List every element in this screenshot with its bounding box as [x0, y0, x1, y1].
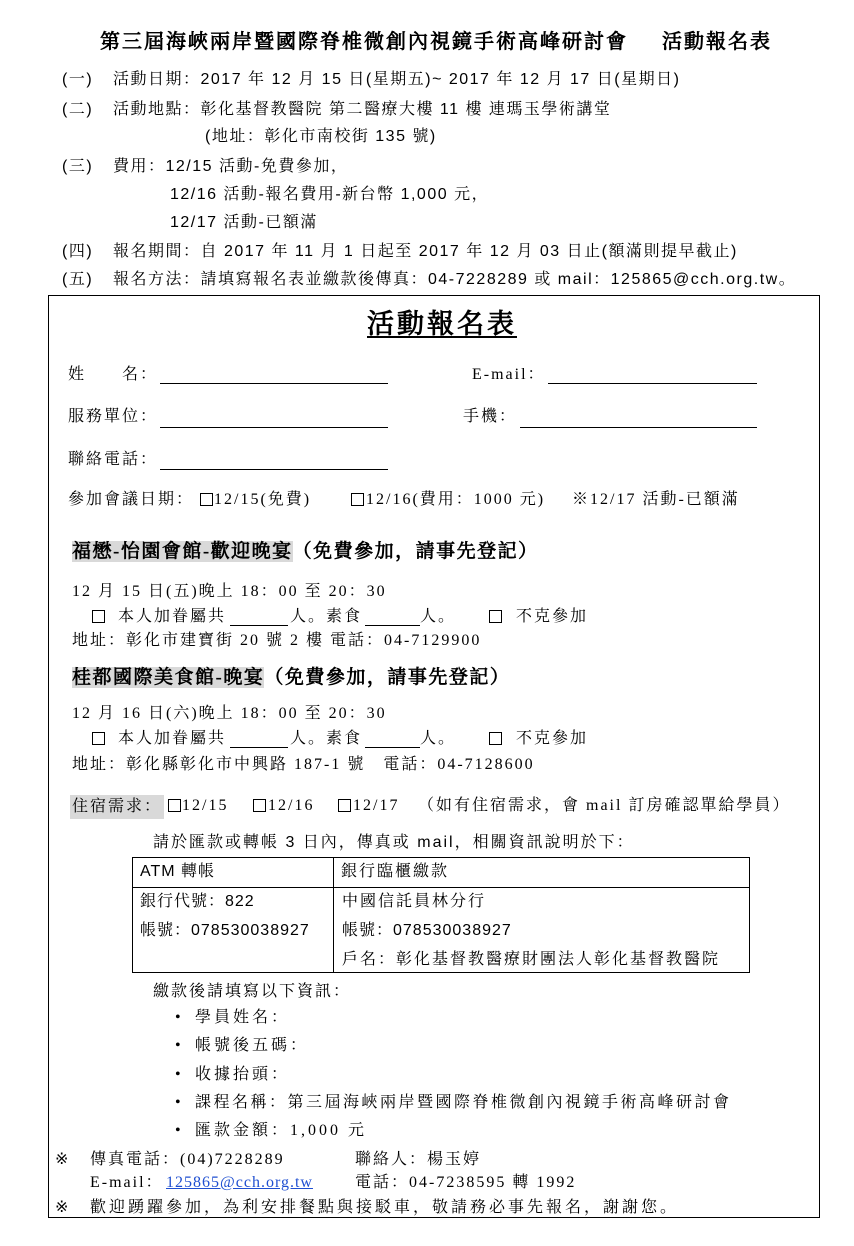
decline-label: 不克參加	[516, 730, 589, 747]
payment-table-column-divider	[333, 857, 334, 973]
reference-mark-icon: ※	[55, 1199, 71, 1216]
name-field[interactable]	[160, 383, 388, 384]
event-date-info: 活動日期：2017 年 12 月 15 日(星期五)~ 2017 年 12 月 17 日(星期日)	[113, 71, 681, 88]
payment-table-header-divider	[132, 887, 750, 888]
date-full-note: ※12/17 活動-已額滿	[572, 491, 740, 508]
info-item-receipt-title: 收據抬頭：	[195, 1066, 291, 1083]
name-label: 姓 名：	[68, 366, 159, 383]
counter-account: 帳號：078530038927	[342, 922, 512, 939]
fee-info: 費用：12/15 活動-免費參加，	[113, 158, 349, 175]
document-title: 第三屆海峽兩岸暨國際脊椎微創內視鏡手術高峰研討會	[100, 31, 628, 53]
checkbox-decline[interactable]	[489, 732, 502, 745]
checkbox-attend[interactable]	[92, 732, 105, 745]
after-payment-intro: 繳款後請填寫以下資訊：	[153, 983, 352, 1000]
contact-person: 聯絡人：楊玉婷	[355, 1151, 482, 1168]
event-time: 12 月 15 日(五)晚上 18：00 至 20：30	[72, 583, 387, 600]
bullet-icon: •	[175, 1094, 183, 1111]
fee-info-line: 12/17 活動-已額滿	[170, 214, 318, 231]
bullet-icon: •	[175, 1066, 183, 1083]
decline-label: 不克參加	[516, 608, 589, 625]
organization-field[interactable]	[160, 427, 388, 428]
reference-mark-icon: ※	[55, 1151, 71, 1168]
info-number: (一)	[62, 71, 94, 88]
document-title-suffix: 活動報名表	[662, 31, 772, 53]
fee-info-line: 12/16 活動-報名費用-新台幣 1,000 元，	[170, 186, 490, 203]
email-field[interactable]	[548, 383, 757, 384]
checkbox-decline[interactable]	[489, 610, 502, 623]
info-number: (五)	[62, 271, 94, 288]
contact-phone: 電話：04-7238595 轉 1992	[355, 1174, 577, 1191]
checkbox-lodging-1216[interactable]	[253, 799, 266, 812]
mobile-label: 手機：	[463, 408, 518, 425]
event-venue-info: 活動地點：彰化基督教醫院 第二醫療大樓 11 樓 連瑪玉學術講堂	[113, 101, 612, 118]
counter-bank: 中國信託員林分行	[342, 893, 487, 910]
info-number: (三)	[62, 158, 94, 175]
event-address: 地址：彰化縣彰化市中興路 187-1 號 電話：04-7128600	[72, 756, 535, 773]
attend-suffix: 人。	[420, 608, 457, 625]
attend-prefix: 本人加眷屬共	[118, 608, 227, 625]
attendance-dates-label: 參加會議日期：	[68, 491, 195, 508]
event-heading	[72, 539, 539, 565]
checkbox-date-1216[interactable]	[351, 493, 364, 506]
event-address: 地址：彰化市建寶街 20 號 2 樓 電話：04-7129900	[72, 632, 482, 649]
email-link[interactable]: 125865@cch.org.tw	[166, 1174, 313, 1191]
attendee-count-field[interactable]	[230, 747, 288, 748]
mobile-field[interactable]	[520, 427, 757, 428]
event-venue-address: (地址：彰化市南校街 135 號)	[205, 128, 437, 145]
checkbox-attend[interactable]	[92, 610, 105, 623]
checkbox-lodging-1215[interactable]	[168, 799, 181, 812]
info-item-amount: 匯款金額：1,000 元	[195, 1122, 368, 1139]
info-number: (二)	[62, 101, 94, 118]
bullet-icon: •	[175, 1037, 183, 1054]
form-heading: 活動報名表	[367, 309, 517, 339]
counter-header: 銀行臨櫃繳款	[341, 863, 450, 880]
attendee-count-field[interactable]	[230, 625, 288, 626]
bullet-icon: •	[175, 1122, 183, 1139]
footer-email-label: E-mail：	[90, 1174, 164, 1191]
info-number: (四)	[62, 243, 94, 260]
attend-suffix: 人。	[420, 730, 457, 747]
registration-period-info: 報名期間：自 2017 年 11 月 1 日起至 2017 年 12 月 03 日止(額滿則提早截止)	[113, 243, 738, 260]
event-venue: 桂都國際美食館-晚宴	[72, 667, 265, 688]
atm-account: 帳號：078530038927	[140, 922, 310, 939]
counter-holder: 戶名：彰化基督教醫療財團法人彰化基督教醫院	[342, 951, 721, 968]
info-item-course-name: 課程名稱：第三屆海峽兩岸暨國際脊椎微創內視鏡手術高峰研討會	[195, 1094, 732, 1111]
event-heading	[72, 665, 510, 691]
atm-header: ATM 轉帳	[140, 863, 216, 880]
lodging-label: 住宿需求：	[70, 795, 164, 819]
attend-mid: 人。素食	[290, 730, 363, 747]
event-note: （免費參加，請事先登記）	[264, 667, 511, 688]
vegetarian-count-field[interactable]	[365, 625, 420, 626]
date-option-1215: 12/15(免費)	[214, 491, 312, 508]
lodging-option: 12/16	[268, 797, 315, 814]
event-venue: 福懋-怡園會館-歡迎晚宴	[72, 541, 293, 562]
info-item-account-digits: 帳號後五碼：	[195, 1037, 310, 1054]
event-time: 12 月 16 日(六)晚上 18：00 至 20：30	[72, 705, 387, 722]
lodging-option: 12/17	[353, 797, 400, 814]
attend-prefix: 本人加眷屬共	[118, 730, 227, 747]
registration-method-info: 報名方法：請填寫報名表並繳款後傳真：04-7228289 或 mail：125865@cch.org.tw。	[113, 271, 797, 288]
atm-bank-code: 銀行代號：822	[140, 893, 255, 910]
info-item-student-name: 學員姓名：	[195, 1009, 291, 1026]
date-option-1216: 12/16(費用：1000 元)	[366, 491, 546, 508]
attend-mid: 人。素食	[290, 608, 363, 625]
checkbox-lodging-1217[interactable]	[338, 799, 351, 812]
event-note: （免費參加，請事先登記）	[292, 541, 539, 562]
lodging-note: （如有住宿需求，會 mail 訂房確認單給學員）	[418, 797, 791, 814]
payment-intro: 請於匯款或轉帳 3 日內，傳真或 mail，相關資訊說明於下：	[153, 834, 635, 851]
phone-label: 聯絡電話：	[68, 451, 159, 468]
closing-note: 歡迎踴躍參加，為利安排餐點與接駁車，敬請務必事先報名，謝謝您。	[90, 1199, 680, 1216]
phone-field[interactable]	[160, 469, 388, 470]
vegetarian-count-field[interactable]	[365, 747, 420, 748]
email-label: E-mail：	[472, 366, 546, 383]
fax-number: 傳真電話：(04)7228289	[90, 1151, 285, 1168]
lodging-option: 12/15	[182, 797, 229, 814]
organization-label: 服務單位：	[68, 408, 159, 425]
checkbox-date-1215[interactable]	[200, 493, 213, 506]
bullet-icon: •	[175, 1009, 183, 1026]
